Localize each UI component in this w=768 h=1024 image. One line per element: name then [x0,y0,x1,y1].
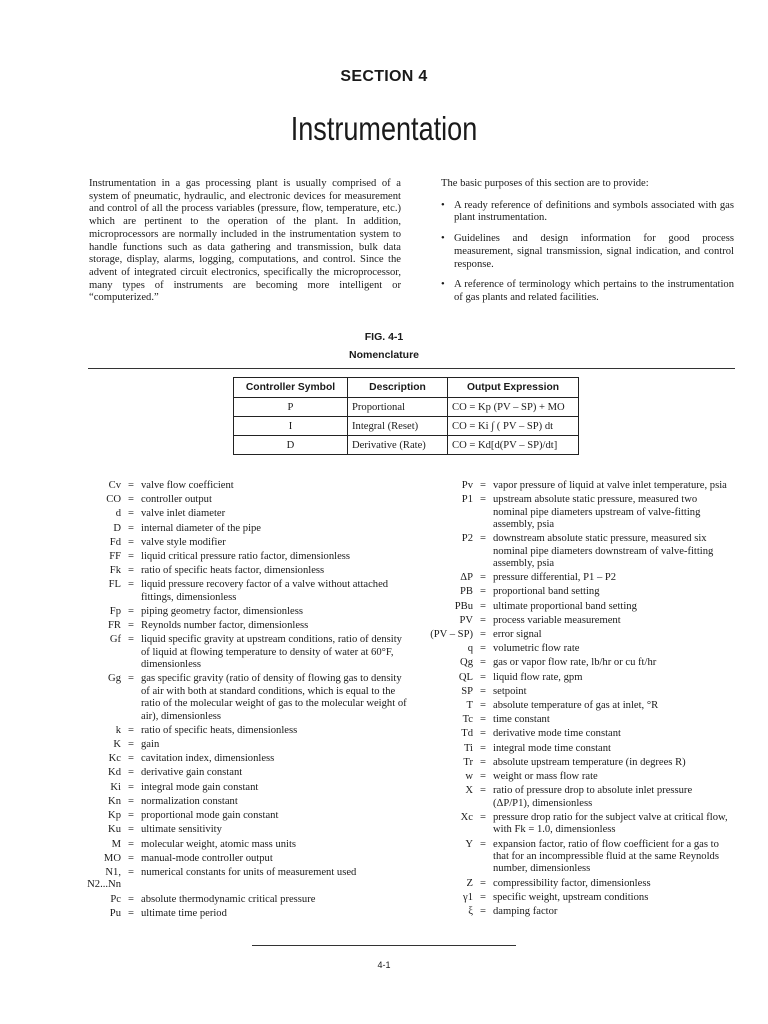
nomenclature-term [80,810,410,822]
term-symbol: Tr [463,756,473,768]
equals-sign: = [128,620,134,632]
bullet-icon: • [441,279,445,291]
figure-divider [88,368,735,369]
term-definition: Reynolds number factor, dimensionless [141,620,309,632]
equals-sign: = [480,728,486,740]
equals-sign: = [480,494,486,506]
nomenclature-term [80,620,410,632]
nomenclature-term [420,533,730,570]
equals-sign: = [128,739,134,751]
term-symbol: Ku [108,824,121,836]
intro-paragraph: Instrumentation in a gas processing plant is usually comprised of a system of pneumatic, hydraulic, and electronic devices for measurement and control of all the process variables (pressure, flow, temperature, etc.) which are pertinent to the operation of the plant. In addition, microprocessors are normally included in the instrumentation system to handle functions such as data gathering and transmission, bulk data storage, display, alarms, logging, computations, and control. Since the advent of integrated circuit electronics, specifically the microprocessor, many types of instruments are becoming more intelligent or “computerized.” [89,178,401,304]
term-symbol: Y [465,838,473,850]
term-definition: ratio of pressure drop to absolute inlet pressure (ΔP/P1), dimensionless [493,785,693,809]
term-symbol: Fd [109,536,121,548]
term-definition: liquid critical pressure ratio factor, dimensionless [141,551,351,563]
term-definition: time constant [493,714,550,726]
intro-right-column [441,178,734,313]
nomenclature-term [420,629,730,641]
term-definition: expansion factor, ratio of flow coefficient for a gas to that for an incompressible fluid at the same Reynolds number, dimensionless [493,838,719,875]
equals-sign: = [128,838,134,850]
equals-sign: = [128,480,134,491]
nomenclature-term [80,537,410,549]
term-definition: vapor pressure of liquid at valve inlet temperature, psia [493,480,727,491]
equals-sign: = [480,905,486,917]
term-definition: gain [141,739,160,751]
term-symbol: ξ [468,905,473,917]
nomenclature-term [80,494,410,506]
term-definition: controller output [141,494,212,506]
term-definition: ratio of specific heats, dimensionless [141,724,298,736]
term-symbol: MO [103,852,121,864]
equals-sign: = [128,866,134,878]
term-symbol: Cv [108,480,121,491]
nomenclature-term [80,673,410,723]
term-symbol: PB [460,586,473,598]
nomenclature-term [420,494,730,531]
nomenclature-term [420,657,730,669]
term-definition: damping factor [493,905,558,917]
figure-label: FIG. 4-1 [364,331,404,343]
term-symbol: Z [466,877,473,889]
term-symbol: Kp [108,810,121,822]
term-definition: liquid pressure recovery factor of a valve without attached fittings, dimensionless [141,579,389,603]
equals-sign: = [480,785,486,797]
table-row [234,436,579,455]
equals-sign: = [480,572,486,584]
output-expression: CO = Kd[d(PV – SP)/dt] [448,436,579,455]
term-symbol: CO [106,494,121,506]
term-definition: internal diameter of the pipe [141,522,262,534]
term-definition: valve flow coefficient [141,480,234,491]
nomenclature-term [80,894,410,906]
nomenclature-term [80,480,410,492]
intro-left-column [89,178,401,305]
nomenclature-term [420,757,730,769]
term-symbol: ΔP [460,572,473,584]
nomenclature-term [420,743,730,755]
term-symbol: Kd [108,767,121,779]
term-symbol: Gf [109,634,121,646]
table-row [234,417,579,436]
term-definition: ultimate sensitivity [141,824,222,836]
nomenclature-term [80,565,410,577]
term-definition: absolute thermodynamic critical pressure [141,893,316,905]
table-row [234,398,579,417]
term-definition: proportional band setting [493,586,600,598]
nomenclature-term [420,785,730,810]
term-definition: piping geometry factor, dimensionless [141,606,303,618]
term-symbol: FR [108,620,121,632]
equals-sign: = [128,810,134,822]
nomenclature-term [80,634,410,671]
purpose-item: • Guidelines and design information for good process measurement, signal transmission, signal indication, and control response. [441,233,734,270]
equals-sign: = [480,811,486,823]
equals-sign: = [480,838,486,850]
term-symbol: Ti [463,742,473,754]
nomenclature-term [80,725,410,737]
nomenclature-term [420,480,730,492]
section-label: SECTION 4 [340,68,428,85]
nomenclature-term [420,839,730,876]
nomenclature-right-column [420,480,730,920]
nomenclature-term [420,812,730,837]
equals-sign: = [128,536,134,548]
page-title: Instrumentation [290,110,478,147]
equals-sign: = [128,753,134,765]
nomenclature-term [420,728,730,740]
nomenclature-left-column [80,480,410,922]
term-symbol: P1 [461,494,473,506]
controller-description: Integral (Reset) [348,417,448,436]
term-symbol: FF [109,551,121,563]
nomenclature-term [420,714,730,726]
equals-sign: = [128,724,134,736]
term-definition: ultimate proportional band setting [493,600,637,612]
nomenclature-term [80,839,410,851]
term-definition: downstream absolute static pressure, measured six nominal pipe diameters downstream of valve-fitting assembly, psia [493,533,714,570]
nomenclature-term [420,586,730,598]
term-definition: derivative gain constant [141,767,243,779]
term-definition: compressibility factor, dimensionless [493,877,651,889]
equals-sign: = [128,767,134,779]
nomenclature-term [80,796,410,808]
equals-sign: = [128,634,134,646]
equals-sign: = [480,533,486,545]
term-definition: valve style modifier [141,536,226,548]
nomenclature-term [420,572,730,584]
nomenclature-term [80,606,410,618]
nomenclature-term [80,767,410,779]
term-symbol: N1, N2...Nn [87,866,121,891]
equals-sign: = [128,852,134,864]
term-symbol: Fp [109,606,121,618]
term-symbol: Xc [460,811,473,823]
controller-table [233,377,579,455]
purpose-item: • A ready reference of definitions and symbols associated with gas plant instrumentation. [441,199,734,224]
column-header: Controller Symbol [234,378,348,398]
term-definition: volumetric flow rate [493,643,580,655]
term-definition: setpoint [493,685,527,697]
nomenclature-term [420,771,730,783]
term-symbol: Ki [110,781,121,793]
equals-sign: = [480,657,486,669]
term-symbol: Td [461,728,473,740]
equals-sign: = [128,781,134,793]
term-definition: liquid specific gravity at upstream conditions, ratio of density of liquid at flowing temperature to density of water at 60°F, dimensionless [141,634,402,671]
equals-sign: = [128,551,134,563]
page-number: 4-1 [377,960,391,970]
nomenclature-term [80,824,410,836]
term-symbol: QL [458,671,473,683]
term-symbol: w [465,771,473,783]
nomenclature-term [420,615,730,627]
term-definition: normalization constant [141,795,238,807]
output-expression: CO = Ki ∫ ( PV – SP) dt [448,417,579,436]
term-definition: pressure drop ratio for the subject valve at critical flow, with Fk = 1.0, dimensionless [493,811,728,836]
term-symbol: k [115,724,121,736]
controller-description: Proportional [348,398,448,417]
term-definition: manual-mode controller output [141,852,273,864]
nomenclature-term [80,853,410,865]
equals-sign: = [128,508,134,520]
equals-sign: = [128,565,134,577]
controller-symbol: I [234,417,348,436]
equals-sign: = [480,600,486,612]
term-symbol: Pu [109,907,121,919]
bullet-icon: • [441,233,445,245]
bullet-icon: • [441,199,445,211]
equals-sign: = [480,891,486,903]
equals-sign: = [480,614,486,626]
equals-sign: = [128,673,134,685]
term-symbol: Gg [108,673,121,685]
nomenclature-term [80,753,410,765]
nomenclature-term [420,700,730,712]
column-header: Output Expression [448,378,579,398]
nomenclature-term [80,551,410,563]
equals-sign: = [480,771,486,783]
term-symbol: Tc [462,714,473,726]
controller-table-header [234,378,579,398]
term-symbol: PV [459,614,473,626]
equals-sign: = [480,643,486,655]
nomenclature-term [80,508,410,520]
term-symbol: PBu [454,600,473,612]
purpose-item: • A reference of terminology which pertains to the instrumentation of gas plants and related facilities. [441,279,734,303]
equals-sign: = [128,522,134,534]
term-definition: absolute temperature of gas at inlet, °R [493,700,659,712]
nomenclature-term [420,878,730,890]
nomenclature-term [420,643,730,655]
equals-sign: = [480,742,486,754]
nomenclature-term [80,579,410,604]
purposes-list [441,200,734,305]
term-definition: valve inlet diameter [141,508,226,520]
term-definition: ratio of specific heats factor, dimensionless [141,565,325,577]
nomenclature-term [420,672,730,684]
term-definition: gas or vapor flow rate, lb/hr or cu ft/hr [493,657,657,669]
purposes-lead: The basic purposes of this section are to provide: [441,178,649,189]
equals-sign: = [128,893,134,905]
column-header: Description [348,378,448,398]
equals-sign: = [480,700,486,712]
term-symbol: q [467,643,473,655]
term-definition: upstream absolute static pressure, measured two nominal pipe diameters upstream of valve-fitting assembly, psia [493,494,701,531]
nomenclature-term [420,686,730,698]
term-symbol: Kn [108,795,121,807]
term-symbol: M [111,838,121,850]
controller-symbol: D [234,436,348,455]
term-symbol: Fk [109,565,121,577]
nomenclature-term [80,739,410,751]
figure-caption: Nomenclature [348,349,420,361]
term-definition: liquid flow rate, gpm [493,671,583,683]
term-definition: absolute upstream temperature (in degrees R) [493,756,686,768]
equals-sign: = [480,586,486,598]
term-definition: weight or mass flow rate [493,771,598,783]
footer-divider [252,945,516,946]
equals-sign: = [128,795,134,807]
term-symbol: T [466,700,473,712]
nomenclature-term [80,523,410,535]
equals-sign: = [480,756,486,768]
equals-sign: = [128,824,134,836]
controller-description: Derivative (Rate) [348,436,448,455]
term-symbol: K [113,739,121,751]
term-symbol: (PV – SP) [430,629,473,641]
equals-sign: = [480,480,486,491]
term-symbol: SP [461,685,473,697]
term-definition: ultimate time period [141,907,227,919]
term-definition: gas specific gravity (ratio of density of flowing gas to density of air with both at standard conditions, which is equal to the ratio of the molecular weight of gas to the molecular weight of air), dimensionless [141,673,407,722]
nomenclature-term [420,601,730,613]
equals-sign: = [480,714,486,726]
term-definition: specific weight, upstream conditions [493,891,649,903]
nomenclature-term [80,782,410,794]
term-symbol: Pc [110,893,121,905]
equals-sign: = [128,579,134,591]
equals-sign: = [480,629,486,641]
equals-sign: = [480,671,486,683]
equals-sign: = [128,907,134,919]
term-definition: process variable measurement [493,614,621,626]
controller-symbol: P [234,398,348,417]
term-definition: pressure differential, P1 – P2 [493,572,617,584]
term-definition: integral mode gain constant [141,781,259,793]
term-symbol: d [115,508,121,520]
nomenclature-term [80,867,410,892]
term-symbol: X [465,785,473,797]
term-definition: proportional mode gain constant [141,810,279,822]
term-definition: numerical constants for units of measurement used [141,866,357,878]
term-symbol: P2 [461,533,473,545]
term-symbol: FL [108,579,121,591]
nomenclature-term [420,892,730,904]
equals-sign: = [480,685,486,697]
equals-sign: = [128,494,134,506]
term-symbol: Kc [108,753,121,765]
term-definition: integral mode time constant [493,742,611,754]
term-definition: cavitation index, dimensionless [141,753,275,765]
term-symbol: Pv [461,480,473,491]
nomenclature-term [80,908,410,920]
term-symbol: Qg [460,657,473,669]
nomenclature-term [420,906,730,918]
term-definition: derivative mode time constant [493,728,621,740]
equals-sign: = [128,606,134,618]
term-definition: molecular weight, atomic mass units [141,838,297,850]
term-symbol: γ1 [463,891,473,903]
term-definition: error signal [493,629,542,641]
term-symbol: D [113,522,121,534]
output-expression: CO = Kp (PV – SP) + MO [448,398,579,417]
equals-sign: = [480,877,486,889]
